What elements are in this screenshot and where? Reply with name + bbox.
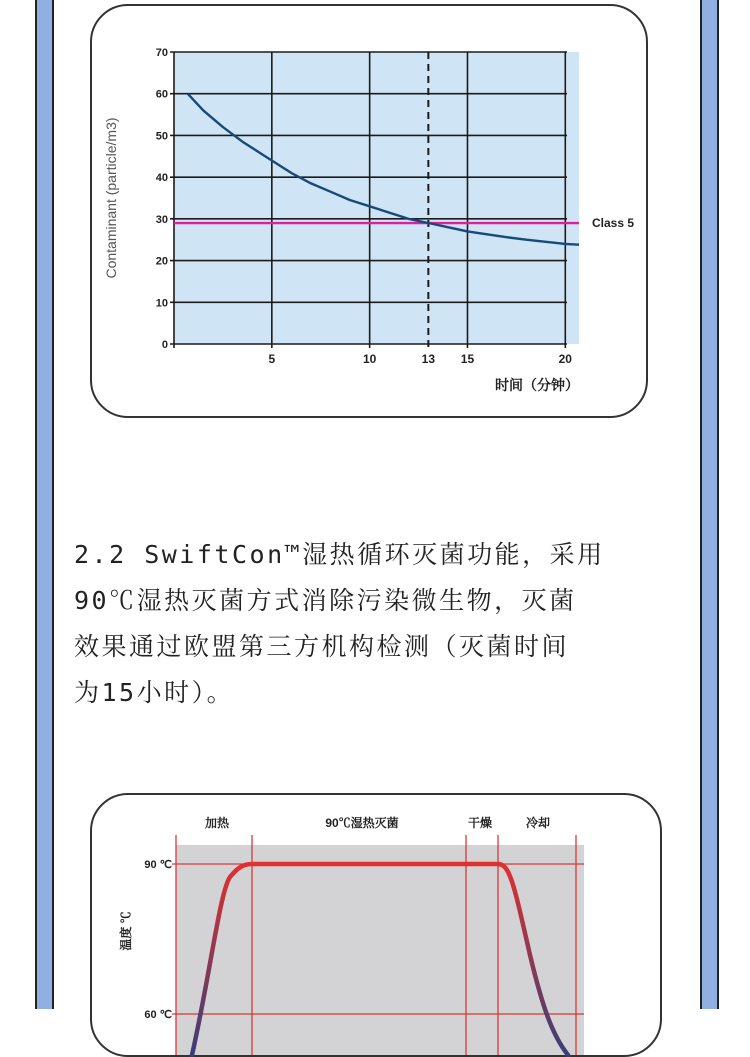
x-tick-label: 5 [268, 352, 276, 366]
phase-label: 干燥 [467, 816, 493, 830]
x-tick-label: 10 [362, 352, 377, 366]
y-tick-label: 0 [161, 339, 168, 351]
content-panel [54, 0, 698, 1021]
temperature-chart-card [90, 793, 662, 1057]
page-border-left [35, 0, 54, 1009]
paragraph-line: 为15小时）。 [74, 678, 235, 707]
paragraph-line: 2.2 SwiftCon™湿热循环灭菌功能，采用 [74, 540, 605, 569]
plot-area [174, 52, 579, 344]
phase-label: 90℃湿热灭菌 [325, 816, 399, 830]
y-tick-label: 60 ℃ [144, 1009, 172, 1021]
y-tick-label: 90 ℃ [144, 859, 172, 871]
x-tick-label: 13 [421, 352, 436, 366]
phase-label: 冷却 [525, 816, 551, 830]
y-tick-label: 70 [155, 47, 168, 59]
y-axis-title: Contaminant (particle/m3) [103, 117, 119, 279]
y-tick-label: 20 [155, 255, 168, 268]
plot-area [176, 845, 584, 1055]
x-tick-label: 20 [558, 352, 572, 366]
paragraph-line: 90℃湿热灭菌方式消除污染微生物，灭菌 [74, 586, 577, 615]
y-axis-title: 温度 ℃ [119, 911, 133, 951]
sterilization-paragraph [74, 532, 686, 716]
y-tick-label: 50 [155, 130, 168, 143]
paragraph-line: 效果通过欧盟第三方机构检测（灭菌时间 [74, 632, 570, 661]
temperature-chart [92, 795, 660, 1055]
x-tick-label: 15 [460, 352, 475, 366]
contaminant-chart-card [90, 4, 648, 418]
x-axis-title: 时间（分钟） [495, 377, 579, 393]
y-tick-label: 60 [155, 88, 168, 101]
reference-label: Class 5 [592, 216, 635, 231]
y-tick-label: 40 [155, 172, 168, 185]
page-border-right [700, 0, 719, 1009]
y-tick-label: 30 [155, 213, 168, 226]
phase-label: 加热 [204, 816, 230, 830]
y-tick-label: 10 [155, 297, 168, 310]
contaminant-chart [92, 6, 646, 416]
